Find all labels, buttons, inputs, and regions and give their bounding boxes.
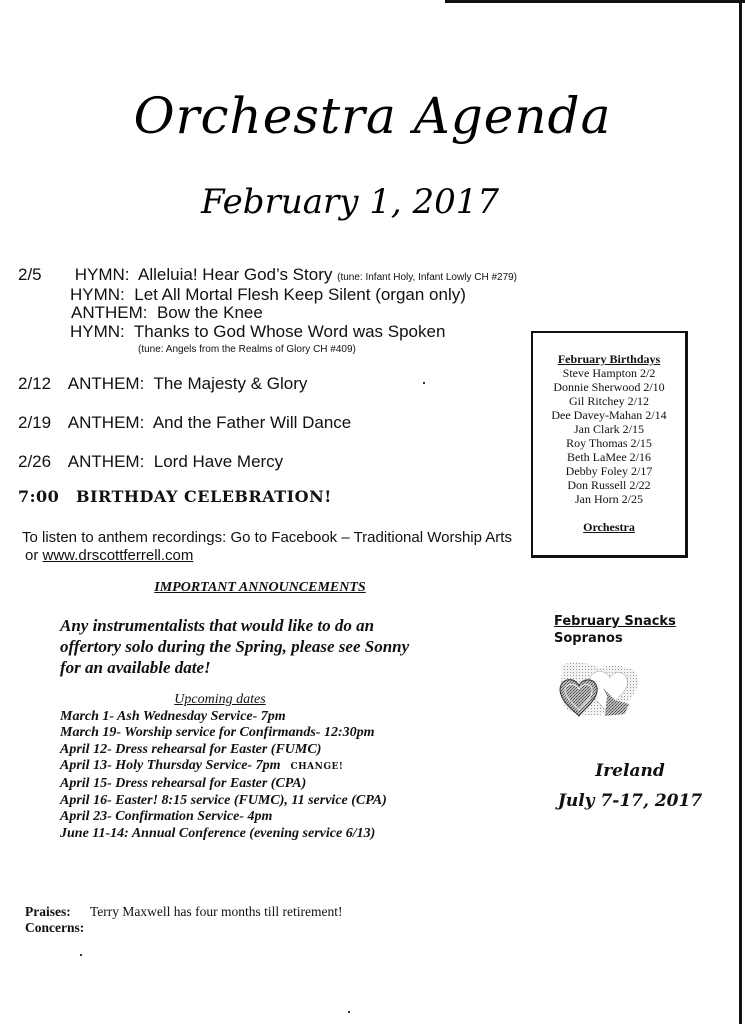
birthday-entry: Don Russell 2/22 (567, 478, 651, 492)
item-type: HYMN: (70, 322, 125, 341)
praises-label: Praises: (25, 904, 71, 919)
upcoming-item (60, 709, 460, 726)
praises-concerns (25, 904, 343, 936)
schedule-item (70, 322, 445, 342)
upcoming-item-text: April 13- Holy Thursday Service- 7pm (60, 758, 281, 774)
item-title: Thanks to God Whose Word was Spoken (133, 322, 446, 341)
birthday-entry: Beth LaMee 2/16 (567, 450, 651, 464)
upcoming-item (60, 776, 460, 793)
birthday-entry: Dee Davey-Mahan 2/14 (551, 408, 667, 422)
snacks-heading: February Snacks (554, 614, 676, 629)
upcoming-heading: Upcoming dates (174, 692, 266, 707)
trip-place: Ireland (595, 761, 665, 781)
birthdays-heading: February Birthdays (557, 352, 661, 366)
schedule-row (18, 374, 307, 394)
item-title: Bow the Knee (156, 303, 263, 322)
page-date: February 1, 2017 (200, 182, 500, 222)
upcoming-dates (60, 692, 460, 842)
birthday-entry: Steve Hampton 2/2 (562, 366, 656, 380)
celebration-label: BIRTHDAY CELEBRATION! (76, 487, 332, 506)
upcoming-item-text: April 23- Confirmation Service- 4pm (60, 809, 273, 825)
birthday-entry: Jan Clark 2/15 (574, 422, 644, 436)
upcoming-item (60, 742, 460, 759)
item-note: (tune: Infant Holy, Infant Lowly CH #279) (337, 272, 518, 283)
upcoming-item-text: March 1- Ash Wednesday Service- 7pm (60, 708, 286, 724)
item-note: (tune: Angels from the Realms of Glory CH #409) (138, 344, 356, 355)
item-type: ANTHEM: (67, 413, 145, 432)
scan-speck (348, 1011, 350, 1013)
birthday-entry: Gil Ritchey 2/12 (569, 394, 649, 408)
schedule-row (18, 452, 283, 472)
listen-info (22, 529, 512, 565)
upcoming-item (60, 725, 460, 742)
schedule-item (70, 285, 466, 305)
upcoming-item (60, 793, 460, 810)
upcoming-item (60, 758, 460, 776)
schedule-date: 2/5 (18, 265, 42, 284)
scan-speck (423, 382, 425, 384)
birthdays-box (531, 331, 688, 558)
item-title: Let All Mortal Flesh Keep Silent (organ only) (134, 285, 466, 304)
snacks-section (554, 613, 676, 647)
birthday-entry: Debby Foley 2/17 (565, 464, 653, 478)
upcoming-item-text: April 16- Easter! 8:15 service (FUMC), 11 service (CPA) (60, 792, 387, 808)
schedule-date: 2/19 (18, 413, 52, 432)
announcements-body: Any instrumentalists that would like to do an offertory solo during the Spring, please see Sonny for an available date! (60, 616, 410, 677)
item-type: ANTHEM: (67, 452, 145, 471)
birthday-entry: Jan Horn 2/25 (575, 492, 643, 506)
item-type: ANTHEM: (67, 374, 145, 393)
website-link[interactable]: www.drscottferrell.com (42, 547, 194, 564)
concerns-label: Concerns: (25, 920, 85, 935)
item-type: HYMN: (74, 265, 130, 284)
page-title: Orchestra Agenda (133, 87, 612, 145)
item-type: ANTHEM: (71, 303, 148, 322)
trip-dates: July 7-17, 2017 (557, 791, 703, 811)
upcoming-item-text: April 12- Dress rehearsal for Easter (FUMC) (60, 741, 322, 757)
page-edge-top (445, 0, 745, 3)
birthday-celebration (18, 487, 332, 506)
item-title: And the Father Will Dance (152, 413, 352, 432)
upcoming-item (60, 826, 460, 843)
schedule-date: 2/26 (18, 452, 52, 471)
trip-info (540, 756, 720, 816)
listen-text: To listen to anthem recordings: Go to Facebook – Traditional Worship Arts (22, 529, 512, 546)
announcements-heading: IMPORTANT ANNOUNCEMENTS (154, 580, 366, 595)
schedule-row (18, 413, 351, 433)
scan-speck (80, 954, 82, 956)
celebration-time: 7:00 (18, 487, 60, 506)
item-title: Lord Have Mercy (153, 452, 284, 471)
item-title: Alleluia! Hear God’s Story (138, 265, 333, 284)
birthdays-footer: Orchestra (583, 520, 635, 534)
hearts-clipart-icon (555, 660, 645, 720)
praises-text: Terry Maxwell has four months till retirement! (90, 904, 343, 919)
snacks-group: Sopranos (554, 631, 623, 646)
listen-or: or (25, 547, 43, 564)
item-type: HYMN: (70, 285, 125, 304)
upcoming-item-text: June 11-14: Annual Conference (evening service 6/13) (60, 825, 376, 841)
upcoming-item-text: March 19- Worship service for Confirmands- 12:30pm (60, 725, 375, 741)
birthday-entry: Donnie Sherwood 2/10 (553, 380, 665, 394)
upcoming-item-text: April 15- Dress rehearsal for Easter (CPA) (60, 775, 307, 791)
page-edge-right (739, 0, 742, 1024)
change-badge: CHANGE! (290, 762, 344, 773)
upcoming-item (60, 809, 460, 826)
birthday-entry: Roy Thomas 2/15 (566, 436, 652, 450)
schedule-date: 2/12 (18, 374, 52, 393)
item-title: The Majesty & Glory (153, 374, 308, 393)
schedule-item (71, 303, 263, 323)
